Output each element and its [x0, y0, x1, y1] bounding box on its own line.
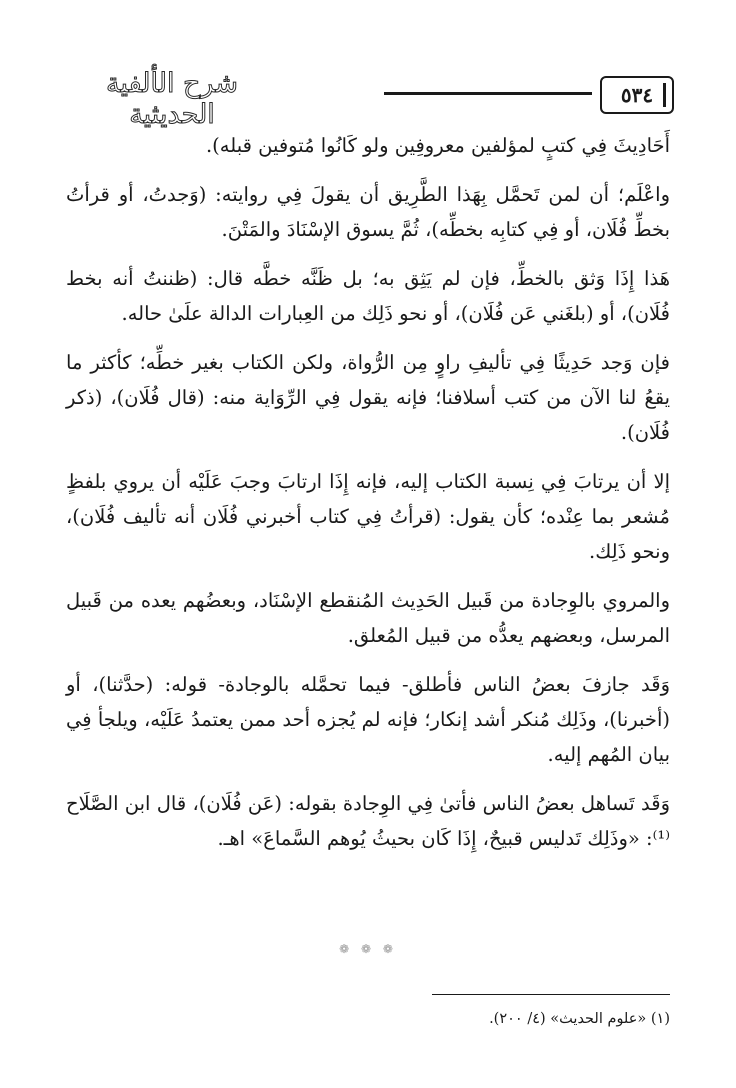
footnote-divider — [432, 994, 670, 995]
section-ornament: ❁ ❁ ❁ — [339, 942, 397, 956]
paragraph: فإن وَجد حَدِيثًا فِي تأليفِ راوٍ مِن الرُّواة، ولكن الكتاب بغير خطِّه؛ كأكثر ما يقعُ لنا الآن من كتب أسلافنا؛ فإنه يقول فِي الرِّوَاية منه: (قال فُلَان)، (ذكر فُلَان). — [66, 351, 670, 444]
paragraph: وَقَد جازفَ بعضُ الناس فأطلق- فيما تحمَّله بالوجادة- قوله: (حدَّثنا)، أو (أخبرنا)، وذَلِك مُنكر أشد إنكار؛ فإنه لم يُجزه أحد ممن يعتمدُ عَلَيْه، ويلجأ فِي بيان المُهم إليه. — [66, 673, 670, 766]
footnote: (١) «علوم الحديث» (٤/ ٢٠٠). — [489, 1011, 670, 1027]
paragraph: والمروي بالوِجادة من قَبيل الحَدِيث المُنقطع الإسْنَاد، وبعضُهم يعده من قَبيل المرسل، وبعضهم يعدُّه من قبيل المُعلق. — [66, 589, 670, 647]
running-title: شرح الألفية الحديثية — [106, 68, 238, 130]
paragraph: هَذا إِذَا وَثق بالخطِّ، فإن لم يَثِق به؛ بل ظَنَّه خطَّه قال: (ظننتُ أنه بخط فُلَان)، أو (بلغَني عَن فُلَان)، أو نحو ذَلِك من العِبارات الدالة علَىٰ حاله. — [66, 267, 670, 325]
page-number: ٥٣٤ — [600, 76, 674, 114]
page-header — [62, 66, 674, 130]
main-text — [66, 128, 670, 870]
paragraph: أَحَادِيثَ فِي كتبٍ لمؤلفين معروفِين ولو كَانُوا مُتوفين قبله). — [205, 134, 670, 157]
header-rule — [384, 92, 592, 95]
paragraph: إلا أن يرتابَ فِي نِسبة الكتاب إليه، فإنه إِذَا ارتابَ وجبَ عَلَيْه أن يروي بلفظٍ مُشعر بما عِنْده؛ كأن يقول: (قرأتُ فِي كتاب أخبرني فُلَان أنه تأليف فُلَان)، ونحو ذَلِك. — [66, 470, 670, 563]
paragraph: وَقَد تَساهل بعضُ الناس فأتىٰ فِي الوِجادة بقوله: (عَن فُلَان)، قال ابن الصَّلَاح ⁽¹⁾: «وذَلِك تَدليس قبيحٌ، إِذَا كَان بحيثُ يُوهم السَّماعَ» اهـ. — [66, 792, 670, 850]
paragraph: واعْلَم؛ أن لمن تَحمَّل بِهَذا الطَّرِيق أن يقولَ فِي روايته: (وَجدتُ، أو قرأتُ بخطِّ فُلَان، أو فِي كتابِه بخطِّه)، ثُمَّ يسوق الإسْنَادَ والمَتْنَ. — [66, 183, 670, 241]
